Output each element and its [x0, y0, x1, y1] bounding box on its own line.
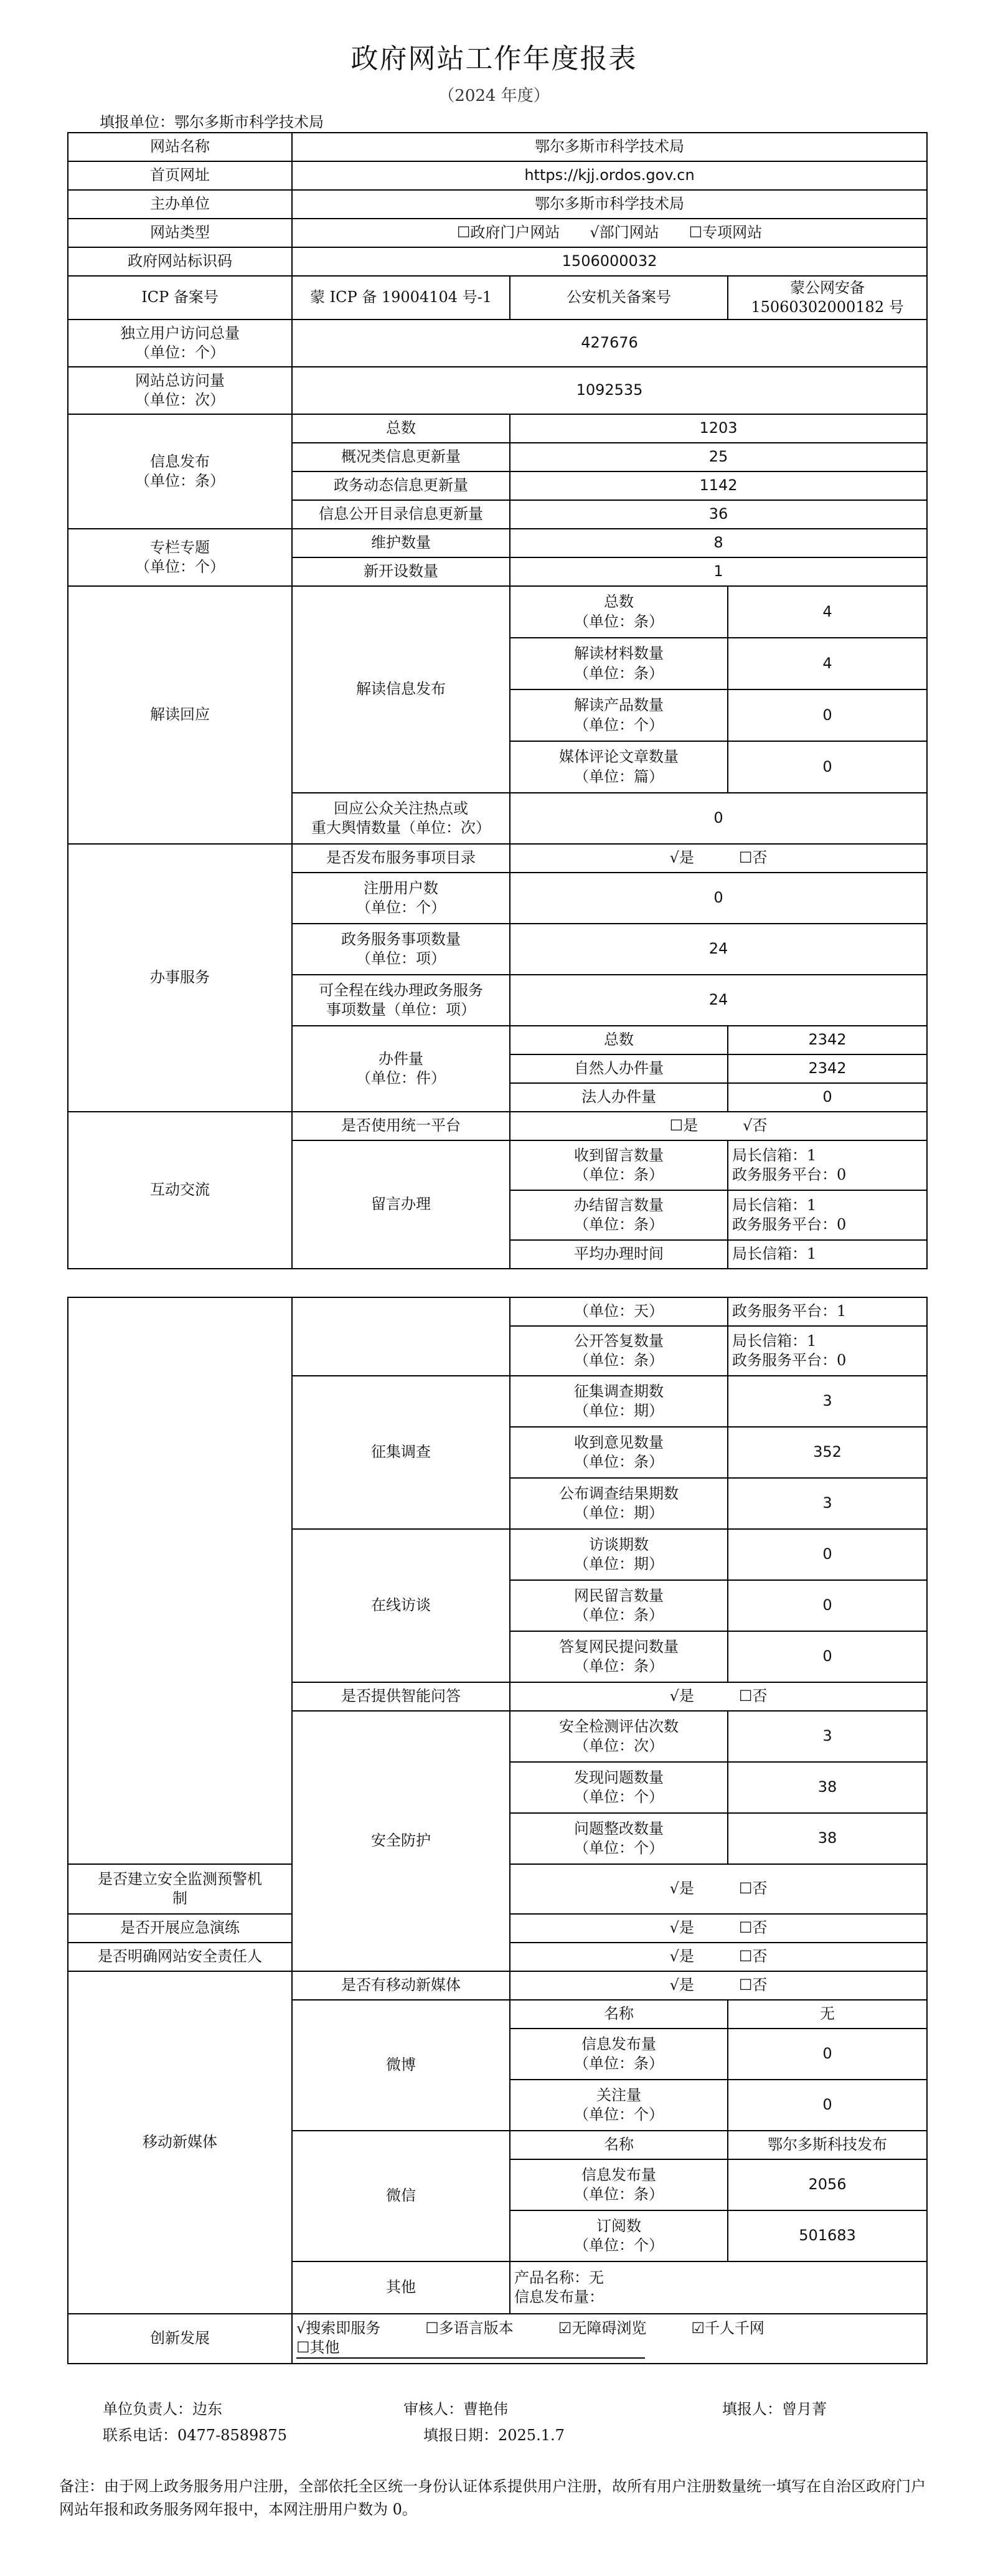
online-item-label: 答复网民提问数量 （单位：条） [510, 1631, 728, 1682]
ai-label: 是否提供智能问答 [292, 1682, 510, 1711]
innov-options [292, 2314, 927, 2364]
pv-value: 1092535 [292, 367, 927, 414]
interact-label: 互动交流 [68, 1112, 292, 1269]
row-value: https://kjj.ordos.gov.cn [292, 161, 927, 190]
wechat-item-value: 501683 [728, 2210, 927, 2261]
survey-label: 征集调查 [292, 1376, 510, 1529]
info-label: 信息发布 （单位：条） [68, 414, 292, 529]
column-item-label: 新开设数量 [292, 557, 510, 586]
row-value: 1506000032 [292, 247, 927, 276]
info-item-label: 总数 [292, 414, 510, 443]
table-row [68, 133, 927, 161]
icp-value: 蒙 ICP 备 19004104 号-1 [292, 276, 510, 320]
info-item-label: 概况类信息更新量 [292, 443, 510, 471]
online-item-value: 0 [728, 1580, 927, 1631]
service-item-label: 注册用户数 （单位：个） [292, 873, 510, 924]
weibo-item-label: 名称 [510, 2000, 728, 2029]
msg-item-label: 公开答复数量 （单位：条） [510, 1326, 728, 1376]
msg-item-value: 局长信箱：1 [728, 1240, 927, 1269]
cases-item-label: 法人办件量 [510, 1083, 728, 1112]
service-item-label: 政务服务事项数量 （单位：项） [292, 924, 510, 975]
online-item-value: 0 [728, 1631, 927, 1682]
table-row [68, 1269, 927, 1297]
footer-filler: 填报人：曾月菁 [722, 2400, 827, 2418]
table-row [68, 219, 927, 247]
pv-label: 网站总访问量 （单位：次） [68, 367, 292, 414]
footer-head: 单位负责人：边东 [103, 2400, 222, 2418]
online-label: 在线访谈 [292, 1529, 510, 1682]
weibo-item-label: 信息发布量 （单位：条） [510, 2029, 728, 2080]
security-item-value: 38 [728, 1762, 927, 1813]
msg-item-value: 局长信箱：1 政务服务平台：0 [728, 1140, 927, 1190]
msg-item-label: 收到留言数量 （单位：条） [510, 1140, 728, 1190]
footnote: 备注：由于网上政务服务用户注册，全部依托全区统一身份认证体系提供用户注册，故所有用户注册数量统一填写在自治区政府门户网站年报和政务服务网年报中，本网注册用户数为 0。 [59, 2478, 926, 2519]
info-item-value: 36 [510, 500, 927, 529]
icp-label: ICP 备案号 [68, 276, 292, 320]
security-item-value: √是 ☐否 [510, 1864, 927, 1914]
cases-item-value: 2342 [728, 1054, 927, 1083]
msg-label: 留言办理 [292, 1140, 510, 1269]
table-row [68, 161, 927, 190]
msg-item-label: 办结留言数量 （单位：条） [510, 1190, 728, 1240]
filler-unit: 填报单位：鄂尔多斯市科学技术局 [100, 113, 324, 131]
online-item-label: 访谈期数 （单位：期） [510, 1529, 728, 1580]
msg-item-value: 局长信箱：1 政务服务平台：0 [728, 1326, 927, 1376]
wechat-item-label: 订阅数 （单位：个） [510, 2210, 728, 2261]
table-row [68, 1971, 927, 2000]
page-subtitle: （2024 年度） [438, 87, 550, 105]
service-item-value: 24 [510, 924, 927, 975]
row-label: 网站名称 [68, 133, 292, 161]
table-row [68, 320, 927, 367]
service-item-value: √是 ☐否 [510, 844, 927, 873]
security-item-value: √是 ☐否 [510, 1943, 927, 1971]
row-value: 鄂尔多斯市科学技术局 [292, 133, 927, 161]
interp-resp-value: 0 [510, 793, 927, 844]
media-other-value: 产品名称：无 信息发布量： [510, 2261, 927, 2314]
row-value: ☐政府门户网站 √部门网站 ☐专项网站 [292, 219, 927, 247]
wechat-item-label: 信息发布量 （单位：条） [510, 2159, 728, 2210]
security-item-label: 安全检测评估次数 （单位：次） [510, 1711, 728, 1762]
uv-value: 427676 [292, 320, 927, 367]
msg-item-label: 平均办理时间 [510, 1240, 728, 1269]
platform-label: 是否使用统一平台 [292, 1112, 510, 1140]
interp-item-value: 0 [728, 741, 927, 793]
cases-item-label: 自然人办件量 [510, 1054, 728, 1083]
service-item-value: 0 [510, 873, 927, 924]
footer-auditor: 审核人：曹艳伟 [403, 2400, 508, 2418]
row-label: 首页网址 [68, 161, 292, 190]
security-label: 安全防护 [292, 1711, 510, 1971]
table-row [68, 1297, 927, 1326]
cases-label: 办件量 （单位：件） [292, 1026, 510, 1112]
security-item-label: 是否开展应急演练 [68, 1914, 292, 1943]
cases-item-label: 总数 [510, 1026, 728, 1054]
interp-item-label: 媒体评论文章数量 （单位：篇） [510, 741, 728, 793]
table-row [68, 586, 927, 638]
interp-resp-label: 回应公众关注热点或 重大舆情数量（单位：次） [292, 793, 510, 844]
msg-item-label: （单位：天） [510, 1297, 728, 1326]
security-item-label: 问题整改数量 （单位：个） [510, 1813, 728, 1864]
survey-item-value: 352 [728, 1427, 927, 1478]
security-item-label: 是否建立安全监测预警机 制 [68, 1864, 292, 1914]
police-value: 蒙公网安备 15060302000182 号 [728, 276, 927, 320]
info-item-label: 信息公开目录信息更新量 [292, 500, 510, 529]
survey-item-value: 3 [728, 1376, 927, 1427]
footer-phone: 联系电话：0477-8589875 [103, 2427, 288, 2444]
footer-date: 填报日期：2025.1.7 [423, 2427, 565, 2444]
innov-options-line2: ☐其他 [296, 2338, 645, 2359]
security-item-value: √是 ☐否 [510, 1914, 927, 1943]
column-item-value: 1 [510, 557, 927, 586]
interp-item-label: 总数 （单位：条） [510, 586, 728, 638]
interp-sub-label: 解读信息发布 [292, 586, 510, 793]
interp-item-value: 4 [728, 586, 927, 638]
column-item-value: 8 [510, 529, 927, 557]
info-item-value: 1203 [510, 414, 927, 443]
weibo-label: 微博 [292, 2000, 510, 2131]
security-item-value: 38 [728, 1813, 927, 1864]
page-gap [68, 1269, 927, 1297]
service-item-label: 是否发布服务事项目录 [292, 844, 510, 873]
row-label: 网站类型 [68, 219, 292, 247]
platform-value: ☐是 √否 [510, 1112, 927, 1140]
online-item-value: 0 [728, 1529, 927, 1580]
media-has-label: 是否有移动新媒体 [292, 1971, 510, 2000]
table-row [68, 276, 927, 320]
msg-item-value: 局长信箱：1 政务服务平台：0 [728, 1190, 927, 1240]
interp-item-label: 解读产品数量 （单位：个） [510, 689, 728, 741]
msg-label-cont [292, 1297, 510, 1376]
page-title: 政府网站工作年度报表 [351, 43, 637, 75]
table-row [68, 367, 927, 414]
security-item-label: 发现问题数量 （单位：个） [510, 1762, 728, 1813]
row-label: 主办单位 [68, 190, 292, 219]
table-row [68, 2314, 927, 2364]
info-item-value: 1142 [510, 471, 927, 500]
wechat-item-value: 2056 [728, 2159, 927, 2210]
security-item-value: 3 [728, 1711, 927, 1762]
service-item-value: 24 [510, 975, 927, 1026]
media-has-value: √是 ☐否 [510, 1971, 927, 2000]
police-label: 公安机关备案号 [510, 276, 728, 320]
interp-label: 解读回应 [68, 586, 292, 844]
table-row [68, 529, 927, 557]
table-row [68, 247, 927, 276]
security-item-label: 是否明确网站安全责任人 [68, 1943, 292, 1971]
table-row [68, 414, 927, 443]
report-table-wrapper [67, 132, 926, 2364]
interact-label-cont [68, 1297, 292, 1864]
wechat-item-value: 鄂尔多斯科技发布 [728, 2131, 927, 2159]
online-item-label: 网民留言数量 （单位：条） [510, 1580, 728, 1631]
media-other-label: 其他 [292, 2261, 510, 2314]
column-label: 专栏专题 （单位：个） [68, 529, 292, 586]
table-row [68, 190, 927, 219]
row-value: 鄂尔多斯市科学技术局 [292, 190, 927, 219]
msg-item-value: 政务服务平台：1 [728, 1297, 927, 1326]
table-row [68, 844, 927, 873]
weibo-item-value: 无 [728, 2000, 927, 2029]
weibo-item-value: 0 [728, 2029, 927, 2080]
interp-item-label: 解读材料数量 （单位：条） [510, 638, 728, 689]
media-label: 移动新媒体 [68, 1971, 292, 2314]
uv-label: 独立用户访问总量 （单位：个） [68, 320, 292, 367]
survey-item-label: 征集调查期数 （单位：期） [510, 1376, 728, 1427]
survey-item-value: 3 [728, 1478, 927, 1529]
innov-options-line1: √搜索即服务 ☐多语言版本 ☑无障碍浏览 ☑千人千网 [296, 2319, 765, 2337]
survey-item-label: 公布调查结果期数 （单位：期） [510, 1478, 728, 1529]
survey-item-label: 收到意见数量 （单位：条） [510, 1427, 728, 1478]
column-item-label: 维护数量 [292, 529, 510, 557]
cases-item-value: 0 [728, 1083, 927, 1112]
wechat-item-label: 名称 [510, 2131, 728, 2159]
weibo-item-label: 关注量 （单位：个） [510, 2080, 728, 2131]
wechat-label: 微信 [292, 2131, 510, 2261]
weibo-item-value: 0 [728, 2080, 927, 2131]
ai-value: √是 ☐否 [510, 1682, 927, 1711]
report-table [67, 132, 928, 2364]
row-label: 政府网站标识码 [68, 247, 292, 276]
interp-item-value: 4 [728, 638, 927, 689]
innov-label: 创新发展 [68, 2314, 292, 2364]
service-label: 办事服务 [68, 844, 292, 1112]
cases-item-value: 2342 [728, 1026, 927, 1054]
info-item-value: 25 [510, 443, 927, 471]
info-item-label: 政务动态信息更新量 [292, 471, 510, 500]
interp-item-value: 0 [728, 689, 927, 741]
service-item-label: 可全程在线办理政务服务 事项数量（单位：项） [292, 975, 510, 1026]
table-row [68, 1112, 927, 1140]
